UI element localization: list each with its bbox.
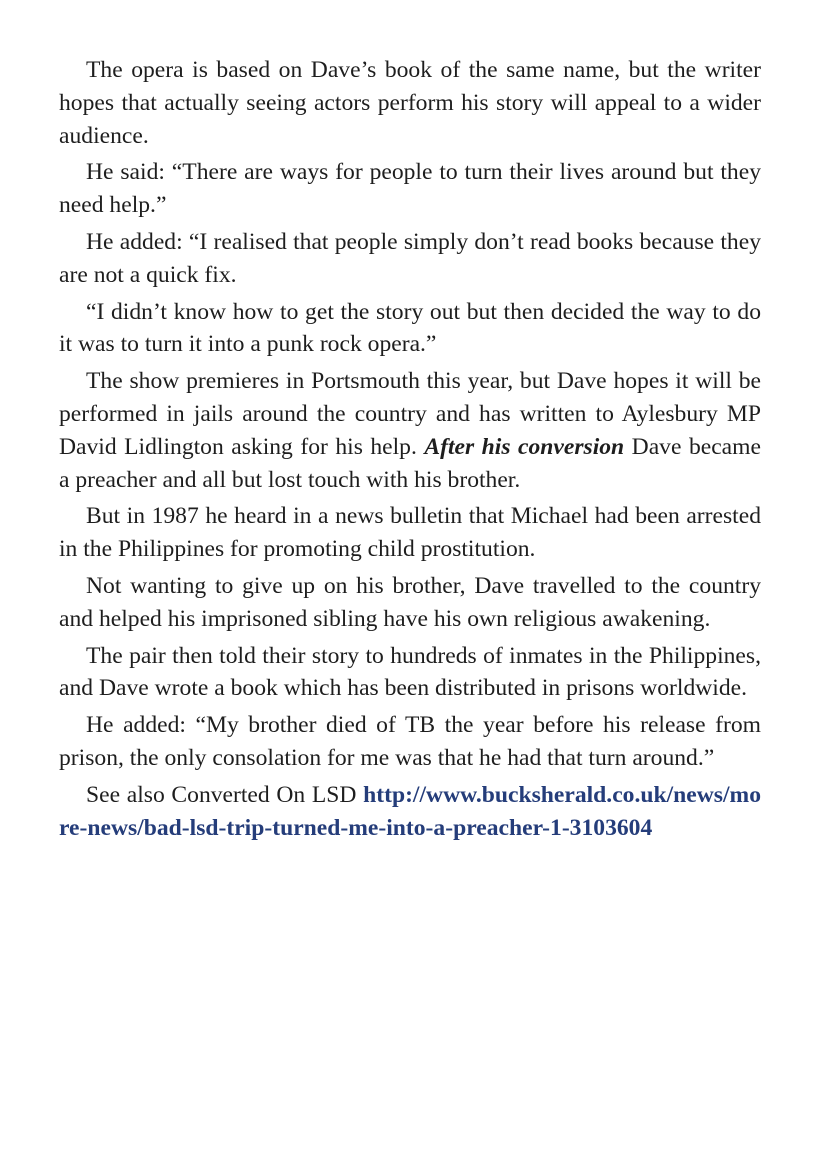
paragraph-see-also	[59, 779, 761, 845]
premiere-emphasis: After his conversion	[424, 433, 625, 460]
paragraph-quote-help: He said: “There are ways for people to turn their lives around but they need help.”	[59, 159, 761, 219]
paragraph-quote-brother: He added: “My brother died of TB the year before his release from prison, the only consolation for me was that he had that turn around.”	[59, 712, 761, 771]
paragraph-opera-intro: The opera is based on Dave’s book of the same name, but the writer hopes that actually seeing actors perform his story will appeal to a wider audience.	[59, 57, 761, 149]
paragraph-inmates: The pair then told their story to hundreds of inmates in the Philippines, and Dave wrote a book which has been distributed in prisons worldwide.	[59, 642, 761, 702]
paragraph-awakening: Not wanting to give up on his brother, Dave travelled to the country and helped his imprisoned sibling have his own religious awakening.	[59, 572, 761, 632]
paragraph-quote-books: He added: “I realised that people simply don’t read books because they are not a quick fix.	[59, 228, 761, 288]
paragraph-arrest: But in 1987 he heard in a news bulletin that Michael had been arrested in the Philippines for promoting child prostitution.	[59, 503, 761, 563]
premiere-text-before: The show premieres in Portsmouth this year, but Dave hopes it will be performed in jails around the country and has written to Aylesbury MP David Lidlington asking for his help.	[59, 368, 761, 460]
paragraph-quote-opera: “I didn’t know how to get the story out but then decided the way to do it was to turn it into a punk rock opera.”	[59, 298, 761, 358]
premiere-text-after: Dave became a preacher and all but lost touch with his brother.	[59, 433, 761, 493]
article-link[interactable]: http://www.bucksherald.co.uk/news/more-news/bad-lsd-trip-turned-me-into-a-preacher-1-3103604	[59, 781, 761, 841]
paragraph-premiere	[59, 365, 761, 496]
see-also-text: See also Converted On LSD	[86, 781, 364, 808]
document-page	[59, 54, 761, 848]
